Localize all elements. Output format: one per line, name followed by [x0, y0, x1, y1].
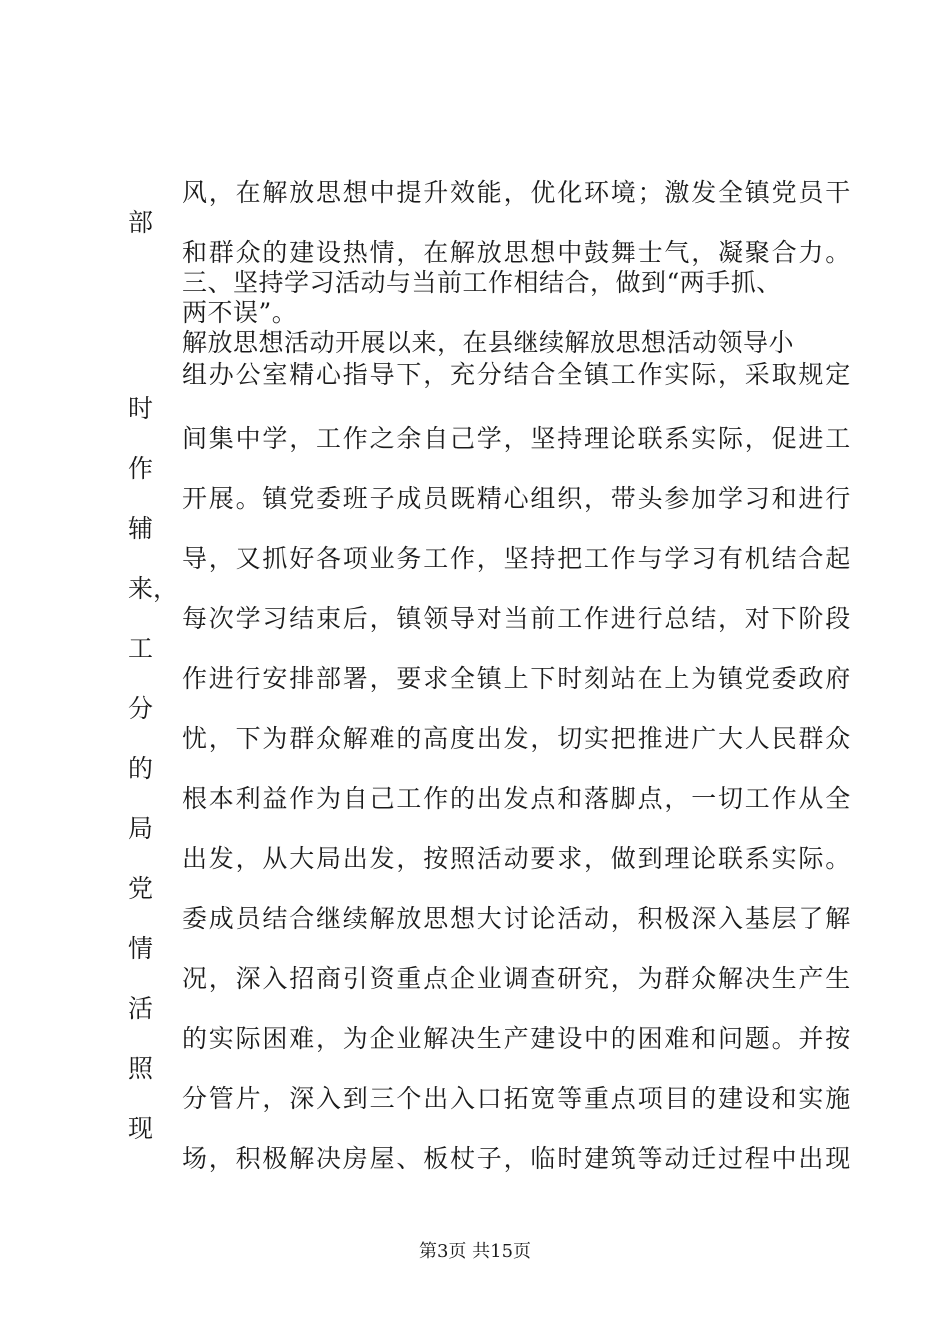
margin-char: 党: [128, 874, 154, 903]
text-line: 和群众的建设热情，在解放思想中鼓舞士气，凝聚合力。: [182, 238, 853, 267]
text-line: 委成员结合继续解放思想大讨论活动，积极深入基层了解: [182, 904, 853, 933]
margin-char: 局: [128, 814, 154, 843]
text-line: 开展。镇党委班子成员既精心组织，带头参加学习和进行: [182, 484, 853, 513]
text-line: 解放思想活动开展以来，在县继续解放思想活动领导小: [182, 328, 795, 357]
margin-char: 照: [128, 1054, 154, 1083]
margin-char: 的: [128, 754, 154, 783]
margin-char: 分: [128, 694, 154, 723]
text-line: 场，积极解决房屋、板杖子，临时建筑等动迁过程中出现: [182, 1144, 853, 1173]
margin-char: 活: [128, 994, 154, 1023]
margin-char: 作: [128, 454, 154, 483]
text-line: 况，深入招商引资重点企业调查研究，为群众解决生产生: [182, 964, 853, 993]
text-line: 出发，从大局出发，按照活动要求，做到理论联系实际。: [182, 844, 853, 873]
text-line: 根本利益作为自己工作的出发点和落脚点，一切工作从全: [182, 784, 853, 813]
margin-char: 来，: [128, 574, 179, 603]
text-line: 风，在解放思想中提升效能，优化环境；激发全镇党员干: [182, 178, 853, 207]
text-line: 导，又抓好各项业务工作，坚持把工作与学习有机结合起: [182, 544, 853, 573]
text-line: 作进行安排部署，要求全镇上下时刻站在上为镇党委政府: [182, 664, 853, 693]
text-line: 每次学习结束后，镇领导对当前工作进行总结，对下阶段: [182, 604, 853, 633]
text-line: 组办公室精心指导下，充分结合全镇工作实际，采取规定: [182, 360, 853, 389]
text-line: 分管片，深入到三个出入口拓宽等重点项目的建设和实施: [182, 1084, 853, 1113]
margin-char: 部: [128, 208, 154, 237]
margin-char: 时: [128, 394, 154, 423]
text-line: 忧，下为群众解难的高度出发，切实把推进广大人民群众: [182, 724, 853, 753]
margin-char: 现: [128, 1114, 154, 1143]
text-line: 间集中学，工作之余自己学，坚持理论联系实际，促进工: [182, 424, 853, 453]
margin-char: 情: [128, 934, 154, 963]
text-line: 三、坚持学习活动与当前工作相结合，做到“两手抓、: [182, 268, 782, 297]
margin-char: 工: [128, 634, 154, 663]
margin-char: 辅: [128, 514, 154, 543]
text-line: 两不误”。: [182, 298, 298, 327]
page-footer: 第3页 共15页: [418, 1241, 532, 1262]
text-line: 的实际困难，为企业解决生产建设中的困难和问题。并按: [182, 1024, 853, 1053]
